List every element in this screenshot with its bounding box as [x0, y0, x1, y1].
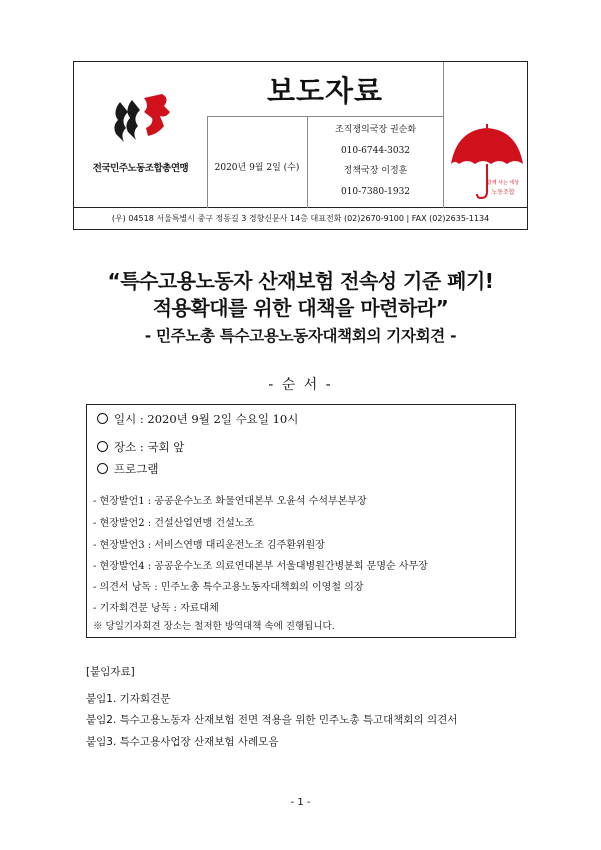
contact-line: 010-6744-3032 [340, 145, 411, 156]
divider [207, 116, 443, 117]
program-item: - 의견서 낭독 : 민주노총 특수고용노동자대책회의 이영철 의장 [93, 582, 364, 593]
release-date: 2020년 9월 2일 (수) [214, 163, 300, 173]
document-title: 보도자료 [266, 74, 384, 108]
umbrella-sub-text: 함께 사는 세상 [486, 180, 520, 186]
contact-list [308, 120, 443, 202]
circle-bullet-icon [97, 463, 108, 474]
press-release-header [73, 61, 528, 208]
circle-bullet-icon [97, 413, 108, 424]
headline-line-2: 적용확대를 위한 대책을 마련하라” [152, 296, 449, 320]
contact-line: 010-7380-1932 [340, 186, 411, 197]
kctu-logo [74, 62, 207, 208]
circle-bullet-icon [97, 441, 108, 452]
kctu-logo-icon [74, 62, 207, 160]
program-item: - 기자회견문 낭독 : 자료대체 [93, 603, 219, 614]
program-box [86, 404, 516, 638]
schedule-where: 장소 : 국회 앞 [97, 439, 184, 455]
schedule-program: 프로그램 [97, 461, 158, 477]
org-name: 전국민주노동조합총연맹 [92, 163, 189, 174]
headline-line-1: “특수고용노동자 산재보험 전속성 기준 폐기! [107, 269, 494, 293]
attachment-item: 붙임3. 특수고용사업장 산재보험 사례모음 [86, 736, 279, 748]
attachments-heading: [붙임자료] [86, 666, 135, 678]
contact-line: 조직쟁의국장 권순화 [334, 125, 417, 135]
schedule-when: 일시 : 2020년 9월 2일 수요일 10시 [97, 411, 298, 427]
contact-line: 정책국장 이정훈 [343, 166, 408, 176]
order-heading: - 순 서 - [268, 377, 333, 393]
program-item: - 현장발언1 : 공공운수노조 화물연대본부 오윤석 수석부본부장 [93, 496, 367, 507]
address-bar: (우) 04518 서울특별시 중구 정동길 3 경향신문사 14층 대표전화 (02)2670-9100 | FAX (02)2635-1134 [73, 208, 528, 230]
union-umbrella-logo [443, 116, 529, 208]
headline-subtitle: - 민주노총 특수고용노동자대책회의 기자회견 - [144, 327, 457, 345]
program-item: - 현장발언2 : 건설산업연맹 건설노조 [93, 518, 255, 529]
umbrella-text: 노동조합 [491, 189, 515, 196]
umbrella-icon [443, 116, 529, 208]
program-item: - 현장발언3 : 서비스연맹 대리운전노조 김주환위원장 [93, 540, 325, 551]
attachment-item: 붙임1. 기자회견문 [86, 693, 171, 705]
page-number: - 1 - [290, 797, 311, 808]
program-note: ※ 당일기자회견 장소는 철저한 방역대책 속에 진행됩니다. [93, 621, 335, 632]
program-item: - 현장발언4 : 공공운수노조 의료연대본부 서울대병원간병분회 문명순 사무장 [93, 561, 428, 572]
attachment-item: 붙임2. 특수고용노동자 산재보험 전면 적용을 위한 민주노총 특고대책회의 의견서 [86, 714, 458, 726]
